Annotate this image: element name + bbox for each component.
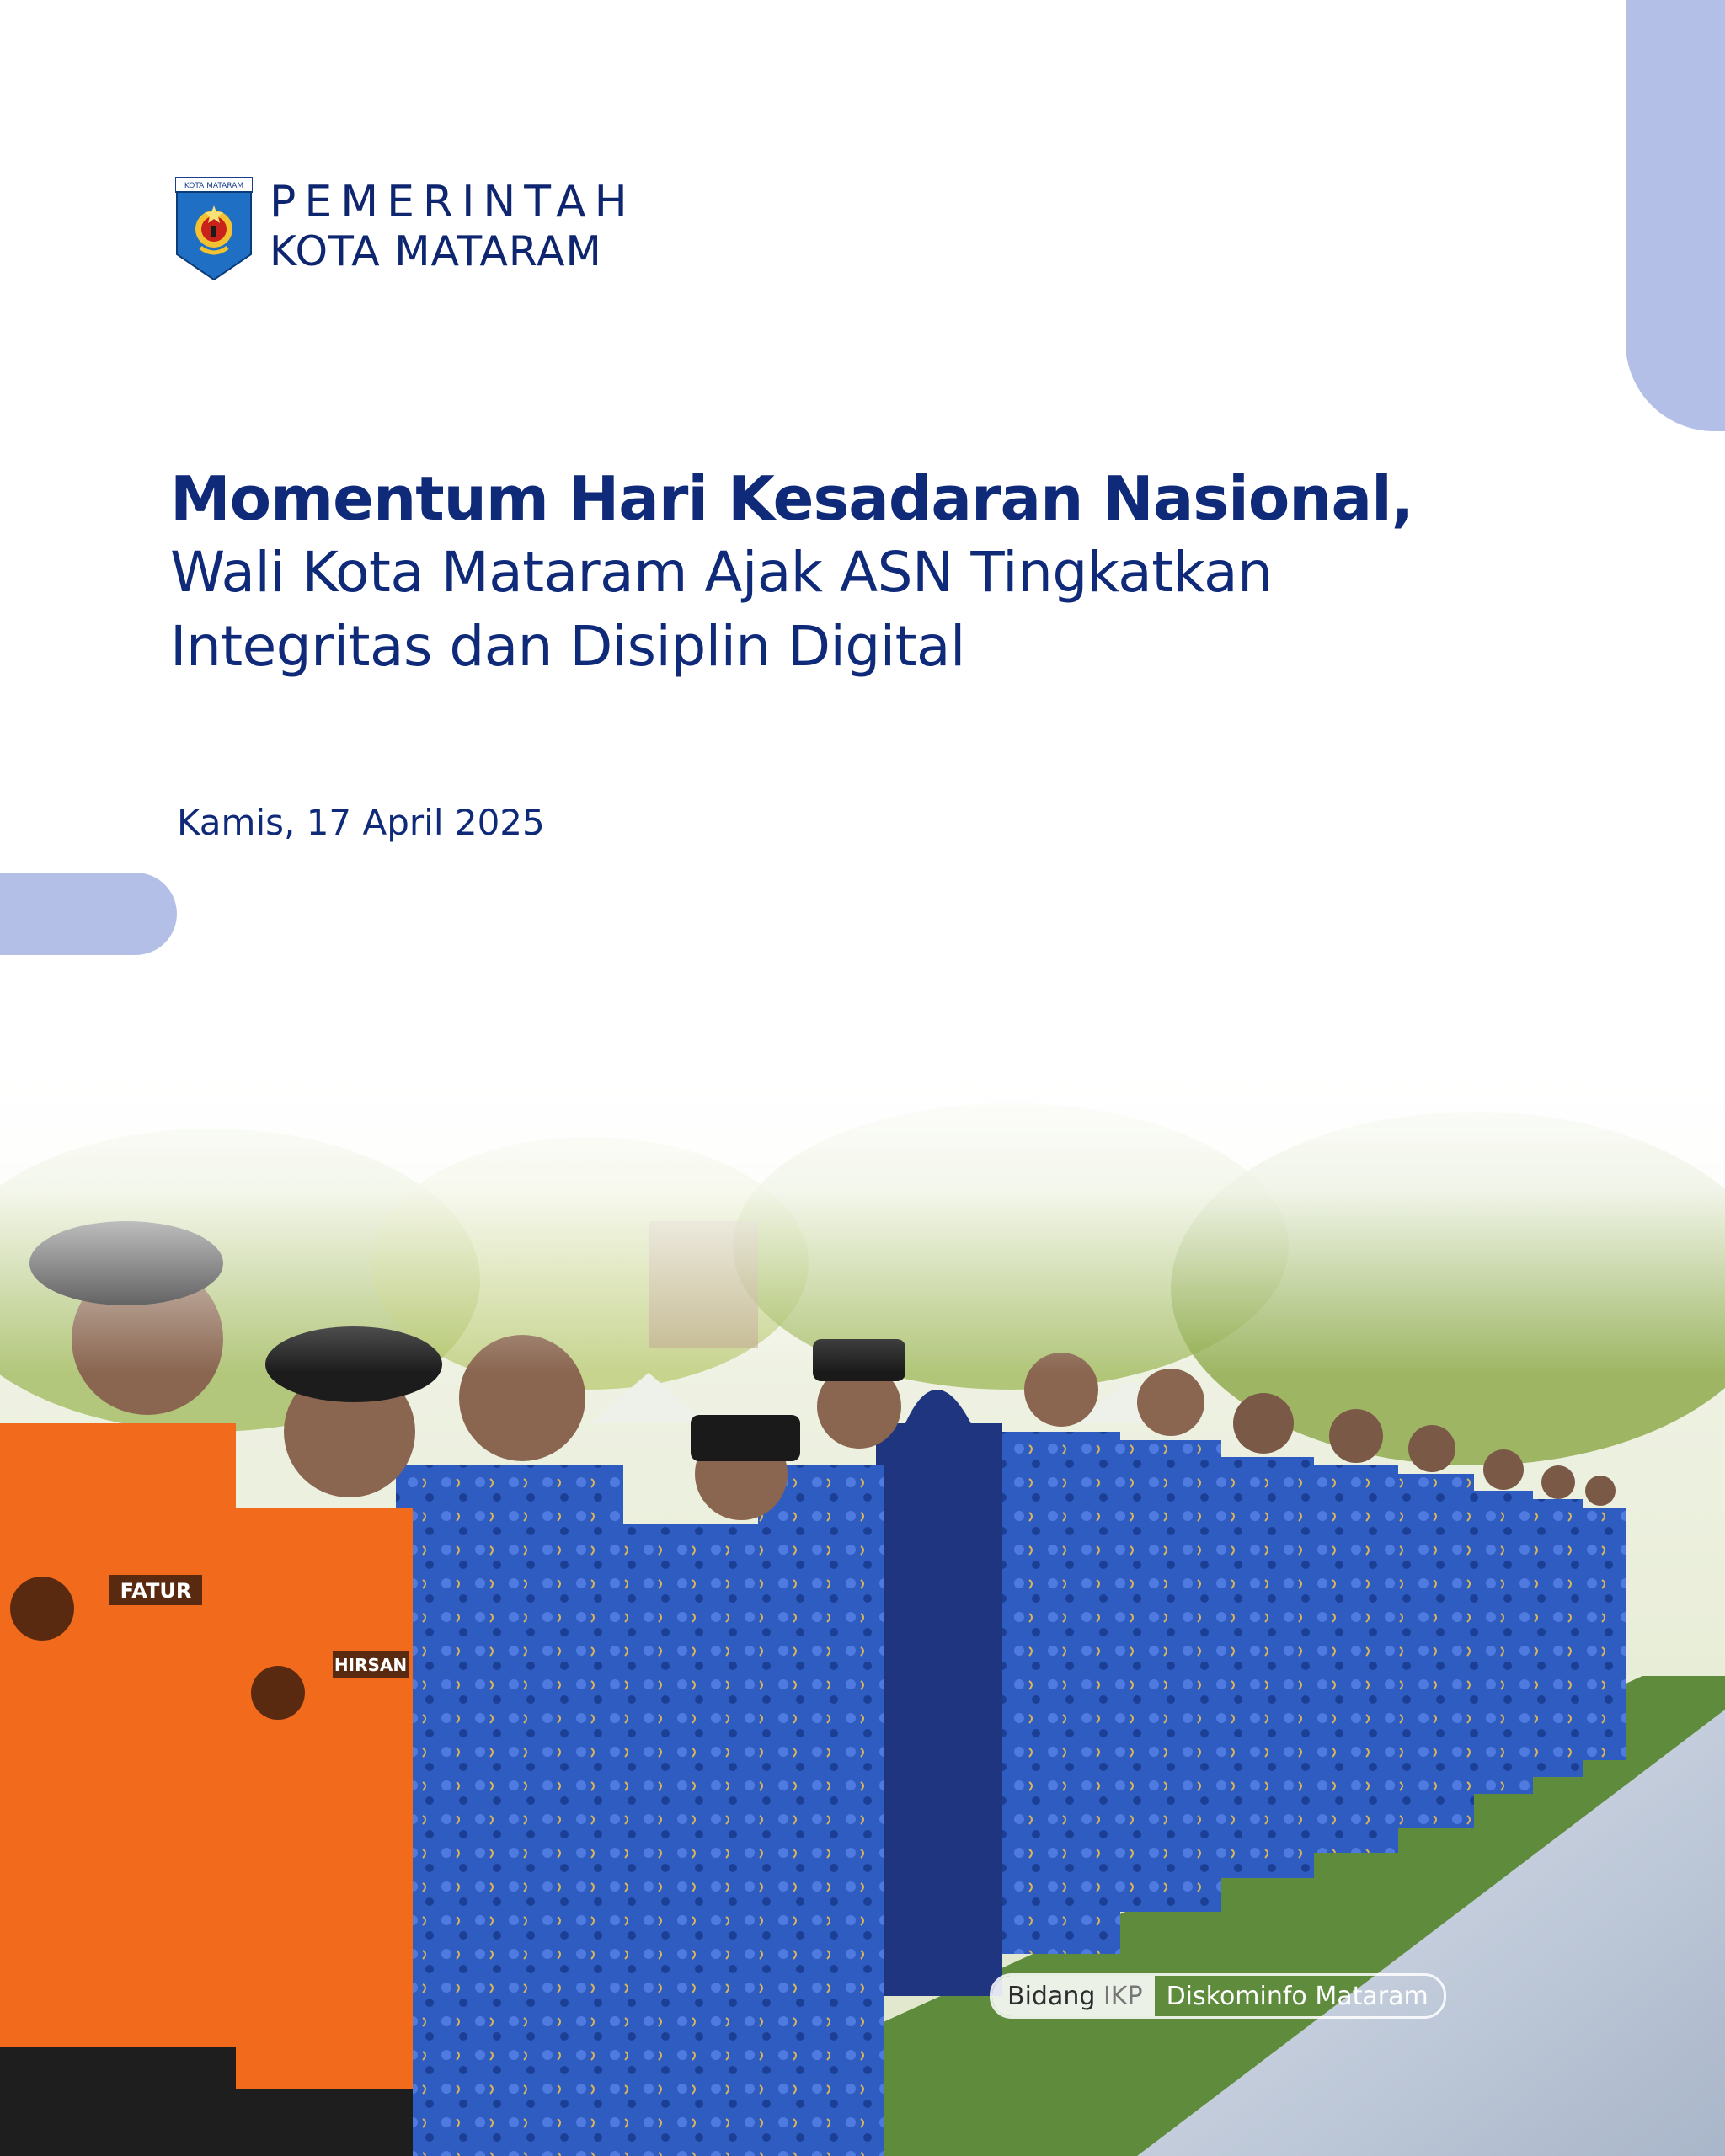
publish-date: Kamis, 17 April 2025 bbox=[177, 802, 545, 843]
headline bbox=[170, 462, 1619, 684]
photo-fade-overlay bbox=[0, 1070, 1725, 1373]
logo-caption: KOTA MATARAM bbox=[184, 182, 244, 190]
credit-bidang bbox=[992, 1976, 1155, 2016]
corner-decoration bbox=[1626, 0, 1725, 431]
credit-watermark bbox=[990, 1973, 1446, 2019]
city-emblem-logo bbox=[175, 177, 253, 281]
headline-line-2: Wali Kota Mataram Ajak ASN Tingkatkan bbox=[170, 540, 1273, 605]
credit-diskominfo: Diskominfo Mataram bbox=[1166, 1981, 1429, 2011]
credit-bidang-a: Bidang bbox=[1007, 1981, 1096, 2011]
ceremony-photo bbox=[0, 1070, 1725, 2156]
name-tag-fatur: FATUR bbox=[120, 1579, 192, 1603]
headline-line-3: Integritas dan Disiplin Digital bbox=[170, 614, 965, 679]
credit-bidang-b: IKP bbox=[1103, 1981, 1143, 2011]
name-tag-hirsan: HIRSAN bbox=[334, 1655, 408, 1675]
org-line-1: PEMERINTAH bbox=[270, 177, 636, 227]
organization-name bbox=[270, 177, 636, 276]
headline-bold-line: Momentum Hari Kesadaran Nasional, bbox=[170, 463, 1414, 534]
side-pill-decoration bbox=[0, 873, 177, 955]
org-line-2: KOTA MATARAM bbox=[270, 227, 602, 275]
